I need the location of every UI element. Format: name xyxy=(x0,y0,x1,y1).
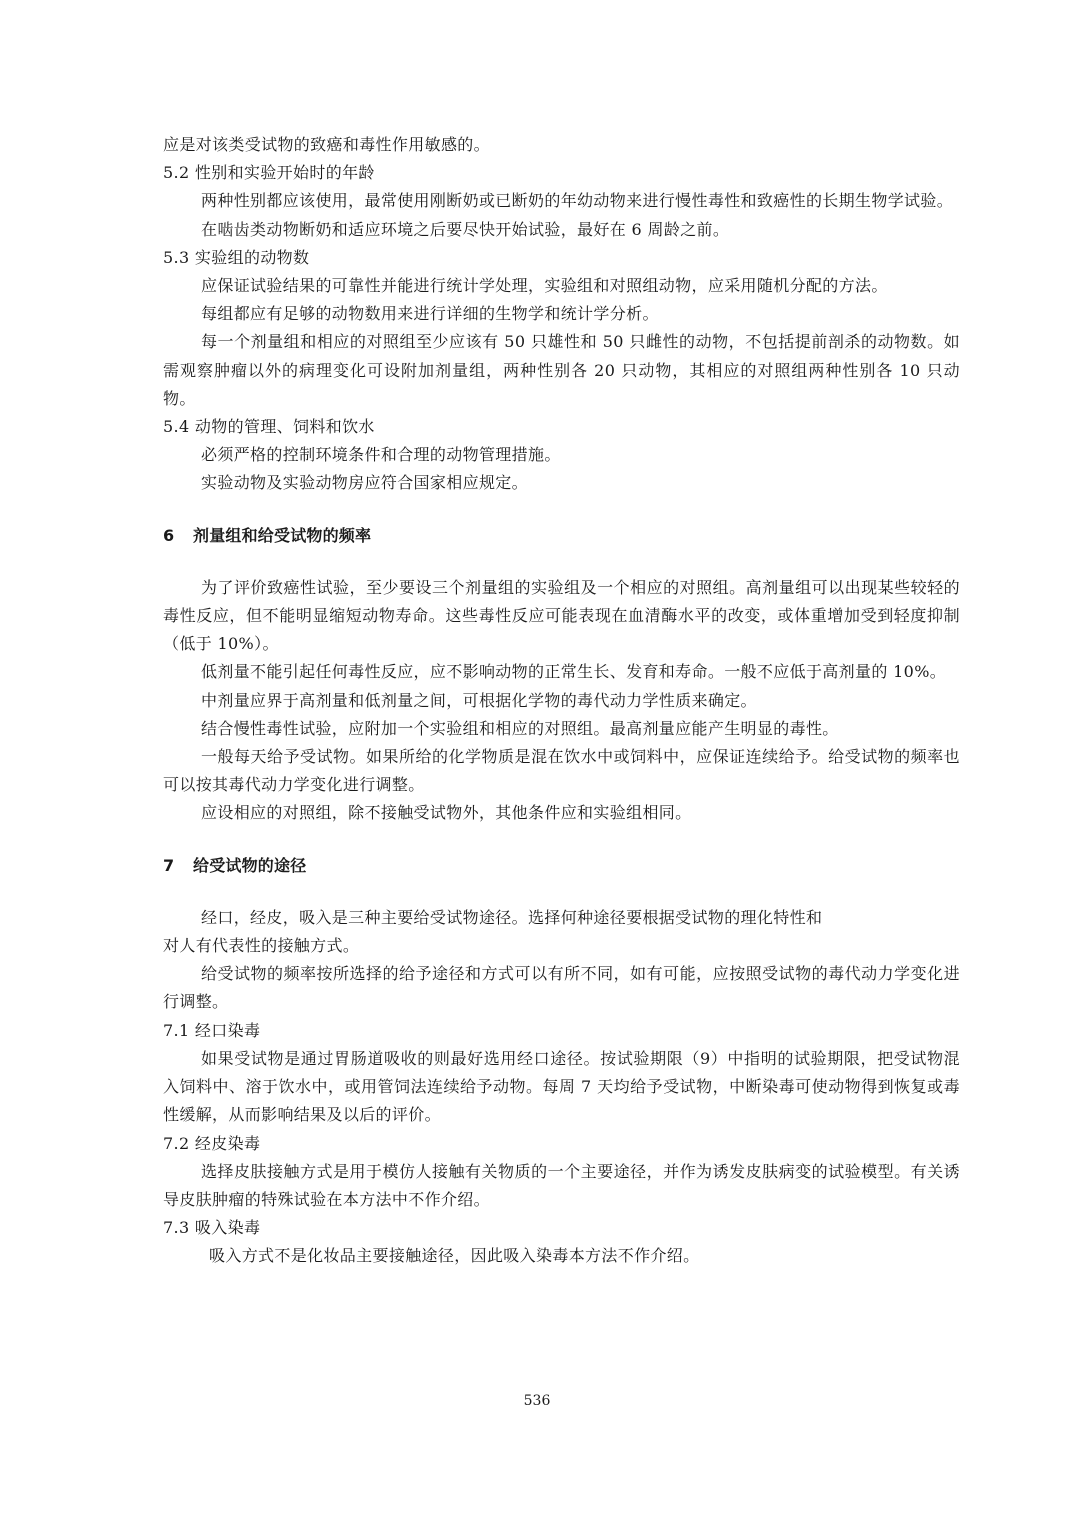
section-7-heading xyxy=(163,852,960,880)
paragraph: 应保证试验结果的可靠性并能进行统计学处理，实验组和对照组动物，应采用随机分配的方法。 xyxy=(201,276,888,296)
subheading-5-3: 5.3 实验组的动物数 xyxy=(163,247,310,267)
subheading-5-4: 5.4 动物的管理、饲料和饮水 xyxy=(163,417,375,437)
paragraph: 实验动物及实验动物房应符合国家相应规定。 xyxy=(201,473,529,493)
paragraph: 吸入方式不是化妆品主要接触途径，因此吸入染毒本方法不作介绍。 xyxy=(209,1246,700,1266)
subheading-7-3: 7.3 吸入染毒 xyxy=(163,1218,261,1238)
section-5-continuation xyxy=(163,131,960,498)
section-6-body xyxy=(163,574,960,828)
paragraph: 低剂量不能引起任何毒性反应，应不影响动物的正常生长、发育和寿命。一般不应低于高剂量的 10%。 xyxy=(201,662,947,682)
section-7-title: 给受试物的途径 xyxy=(193,855,307,875)
section-6-heading xyxy=(163,522,960,550)
paragraph: 中剂量应界于高剂量和低剂量之间，可根据化学物的毒代动力学性质来确定。 xyxy=(201,690,757,710)
paragraph: 在啮齿类动物断奶和适应环境之后要尽快开始试验，最好在 6 周龄之前。 xyxy=(201,219,730,239)
paragraph: 两种性别都应该使用，最常使用刚断奶或已断奶的年幼动物来进行慢性毒性和致癌性的长期生物学试验。 xyxy=(201,191,954,211)
subheading-7-2: 7.2 经皮染毒 xyxy=(163,1133,261,1153)
paragraph: 应设相应的对照组，除不接触受试物外，其他条件应和实验组相同。 xyxy=(201,803,692,823)
paragraph: 对人有代表性的接触方式。 xyxy=(163,936,360,956)
section-6-title: 剂量组和给受试物的频率 xyxy=(193,525,372,545)
section-7-number: 7 xyxy=(163,855,175,875)
subheading-5-2: 5.2 性别和实验开始时的年龄 xyxy=(163,163,375,183)
paragraph-intro: 应是对该类受试物的致癌和毒性作用敏感的。 xyxy=(163,135,491,154)
paragraph: 选择皮肤接触方式是用于模仿人接触有关物质的一个主要途径，并作为诱发皮肤病变的试验模型。有关诱导皮肤肿瘤的特殊试验在本方法中不作介绍。 xyxy=(163,1161,960,1209)
paragraph: 每一个剂量组和相应的对照组至少应该有 50 只雄性和 50 只雌性的动物，不包括提前剖杀的动物数。如需观察肿瘤以外的病理变化可设附加剂量组，两种性别各 20 只动物，其相应的对照组两种性别各 10 只动物。 xyxy=(163,332,960,408)
paragraph: 经口，经皮，吸入是三种主要给受试物途径。选择何种途径要根据受试物的理化特性和 xyxy=(201,907,823,927)
paragraph: 为了评价致癌性试验，至少要设三个剂量组的实验组及一个相应的对照组。高剂量组可以出现某些较轻的毒性反应，但不能明显缩短动物寿命。这些毒性反应可能表现在血清酶水平的改变，或体重增加受到轻度抑制（低于 10%）。 xyxy=(163,577,960,654)
subheading-7-1: 7.1 经口染毒 xyxy=(163,1020,261,1040)
paragraph: 必须严格的控制环境条件和合理的动物管理措施。 xyxy=(201,445,561,465)
paragraph: 给受试物的频率按所选择的给予途径和方式可以有所不同，如有可能，应按照受试物的毒代动力学变化进行调整。 xyxy=(163,964,960,1012)
paragraph: 如果受试物是通过胃肠道吸收的则最好选用经口途径。按试验期限（9）中指明的试验期限，把受试物混入饲料中、溶于饮水中，或用管饲法连续给予动物。每周 7 天均给予受试物，中断染毒可使动物得到恢复或毒性缓解，从而影响结果及以后的评价。 xyxy=(163,1048,960,1125)
page-body xyxy=(163,131,960,1271)
page-number: 536 xyxy=(523,1393,551,1409)
paragraph: 一般每天给予受试物。如果所给的化学物质是混在饮水中或饲料中，应保证连续给予。给受试物的频率也可以按其毒代动力学变化进行调整。 xyxy=(163,747,960,795)
paragraph: 每组都应有足够的动物数用来进行详细的生物学和统计学分析。 xyxy=(201,304,659,324)
section-7-body xyxy=(163,904,960,1271)
paragraph: 结合慢性毒性试验，应附加一个实验组和相应的对照组。最高剂量应能产生明显的毒性。 xyxy=(201,718,839,738)
section-6-number: 6 xyxy=(163,525,175,545)
